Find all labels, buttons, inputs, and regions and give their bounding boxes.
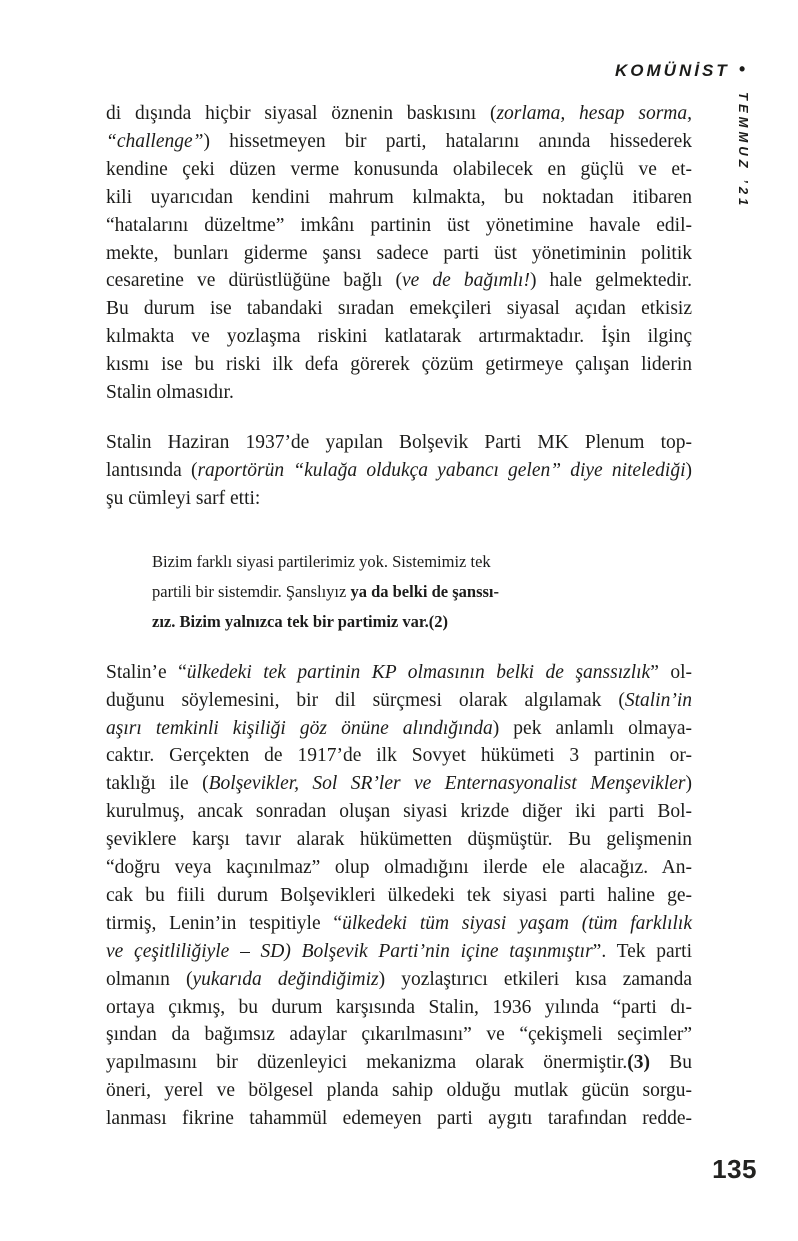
text: taklığı ile ( (106, 773, 209, 795)
text-line (106, 128, 692, 156)
text: Bu durum ise tabandaki sıradan emekçileri siyasal açıdan etkisiz (106, 298, 692, 320)
text: di dışında hiçbir siyasal öznenin baskısını ( (106, 103, 497, 124)
text-line (152, 577, 692, 607)
bold-text: (3) (627, 1052, 650, 1074)
text: ) hale gelmektedir. (529, 270, 693, 292)
italic-text: zorlama, hesap sorma, (496, 103, 692, 124)
text: tirmiş, Lenin’in tespitiyle “ (106, 912, 343, 934)
text-line (152, 607, 692, 637)
text-line (106, 742, 692, 770)
text-line (106, 267, 692, 295)
text: olmanın ( (106, 968, 193, 990)
journal-title: KOMÜNİST (615, 60, 730, 80)
text: ) hissetmeyen bir parti, hatalarını anında hissederek (203, 130, 692, 152)
text-line (106, 351, 692, 379)
text: ) (685, 459, 692, 481)
text: kurulmuş, ancak sonradan oluşan siyasi krizde diğer iki parti Bol- (106, 801, 692, 823)
text: caktır. Gerçekten de 1917’de ilk Sovyet hükümeti 3 partinin or- (106, 745, 692, 767)
text: ortaya çıkmış, bu durum karşısında Stalin, 1936 yılında “parti dı- (106, 996, 692, 1018)
text: kılmakta ve yozlaşma riskini katlatarak artırmaktadır. İşin ilginç (106, 326, 692, 348)
italic-text: ve çeşitliliğiyle – SD) Bolşevik Parti’nin içine taşınmıştır (106, 940, 593, 962)
bold-text: ya da belki de şanssı- (350, 581, 499, 601)
text: partili bir sistemdir. Şanslıyız (152, 581, 351, 601)
paragraph-2 (106, 429, 692, 513)
text: duğunu söylemesini, bir dil sürçmesi olarak algılamak ( (106, 689, 625, 711)
page-number: 135 (712, 1154, 757, 1184)
text: şeviklere karşı tavır alarak hükümetten düşmüştür. Bu gelişmenin (106, 829, 692, 851)
text: Stalin’e “ (106, 661, 187, 683)
text: Bu (650, 1052, 692, 1074)
bold-text: zız. Bizim yalnızca tek bir partimiz var.(2) (152, 611, 449, 631)
page-body (106, 100, 692, 1133)
text: ) (685, 773, 692, 795)
italic-text: raportörün “kulağa oldukça yabancı gelen” diye nitelediği (197, 459, 686, 481)
text-line (106, 798, 692, 826)
text: ) yozlaştırıcı etkileri kısa zamanda (378, 968, 692, 990)
text: şu cümleyi sarf etti: (106, 487, 261, 509)
text: ”. Tek parti (592, 940, 692, 962)
text-line (106, 910, 692, 938)
italic-text: “challenge” (106, 130, 204, 152)
text: yapılmasını bir düzenleyici mekanizma olarak önermiştir. (106, 1052, 628, 1074)
text-line (106, 429, 692, 457)
text: Stalin olmasıdır. (106, 382, 234, 404)
text-line (106, 156, 692, 184)
text: cesaretine ve dürüstlüğüne bağlı ( (106, 270, 402, 292)
text: şından da bağımsız adaylar çıkarılmasını” ve “çekişmeli seçimler” (106, 1024, 692, 1046)
page-header (615, 60, 745, 81)
text-line (106, 854, 692, 882)
text: ” ol- (650, 661, 693, 683)
text-line (106, 1077, 692, 1105)
text-line (106, 659, 692, 687)
text-line (106, 1105, 692, 1133)
text-line (106, 379, 692, 407)
text: “hatalarını düzeltme” imkânı partinin üst yönetimine havale edil- (106, 214, 692, 236)
text: “doğru veya kaçınılmaz” olup olmadığını ilerde ele alacağız. An- (106, 857, 692, 879)
bullet-icon: • (738, 59, 745, 79)
text-line (106, 457, 692, 485)
text: öneri, yerel ve bölgesel planda sahip olduğu mutlak gücün sorgu- (106, 1080, 692, 1102)
text: kendine çeki düzen verme konusunda olabilecek en güçlü ve et- (106, 158, 692, 180)
italic-text: Bolşevikler, Sol SR’ler ve Enternasyonalist Menşevikler (208, 773, 686, 795)
italic-text: yukarıda değindiğimiz (192, 968, 379, 990)
text-line (106, 938, 692, 966)
text-line (106, 687, 692, 715)
italic-text: ülkedeki tüm siyasi yaşam (tüm farklılık (342, 912, 692, 934)
text: kili uyarıcıdan kendini mahrum kılmakta, bu noktadan itibaren (106, 186, 692, 208)
italic-text: ve de bağımlı! (401, 270, 530, 292)
text-line (106, 994, 692, 1022)
text: lantısında ( (106, 459, 198, 481)
block-quote (152, 547, 692, 637)
text-line (106, 323, 692, 351)
text-line (106, 100, 692, 128)
text: ) pek anlamlı olmaya- (492, 717, 692, 739)
text-line (106, 1021, 692, 1049)
issue-label: TEMMUZ ’21 (736, 92, 751, 210)
text-line (106, 826, 692, 854)
text-line (106, 966, 692, 994)
text-line (152, 547, 692, 577)
paragraph-4 (106, 659, 692, 1133)
text-line (106, 485, 692, 513)
text-line (106, 295, 692, 323)
text-line (106, 882, 692, 910)
text: Stalin Haziran 1937’de yapılan Bolşevik Parti MK Plenum top- (106, 431, 692, 453)
text: kısmı ise bu riski ilk defa görerek çözüm getirmeye çalışan liderin (106, 354, 692, 376)
text-line (106, 240, 692, 268)
text-line (106, 715, 692, 743)
text-line (106, 184, 692, 212)
text: cak bu fiili durum Bolşevikleri ülkedeki tek siyasi parti haline ge- (106, 884, 692, 906)
text-line (106, 212, 692, 240)
text-line (106, 1049, 692, 1077)
text: Bizim farklı siyasi partilerimiz yok. Sistemimiz tek (152, 551, 491, 571)
italic-text: ülkedeki tek partinin KP olmasının belki de şanssızlık (186, 661, 651, 683)
text: mekte, bunları giderme şansı sadece parti üst yönetiminin politik (106, 242, 692, 264)
paragraph-1 (106, 100, 692, 407)
italic-text: aşırı temkinli kişiliği göz önüne alındığında (106, 717, 493, 739)
text-line (106, 770, 692, 798)
text: lanması fikrine tahammül edemeyen parti aygıtı tarafından redde- (106, 1108, 692, 1130)
italic-text: Stalin’in (624, 689, 692, 711)
